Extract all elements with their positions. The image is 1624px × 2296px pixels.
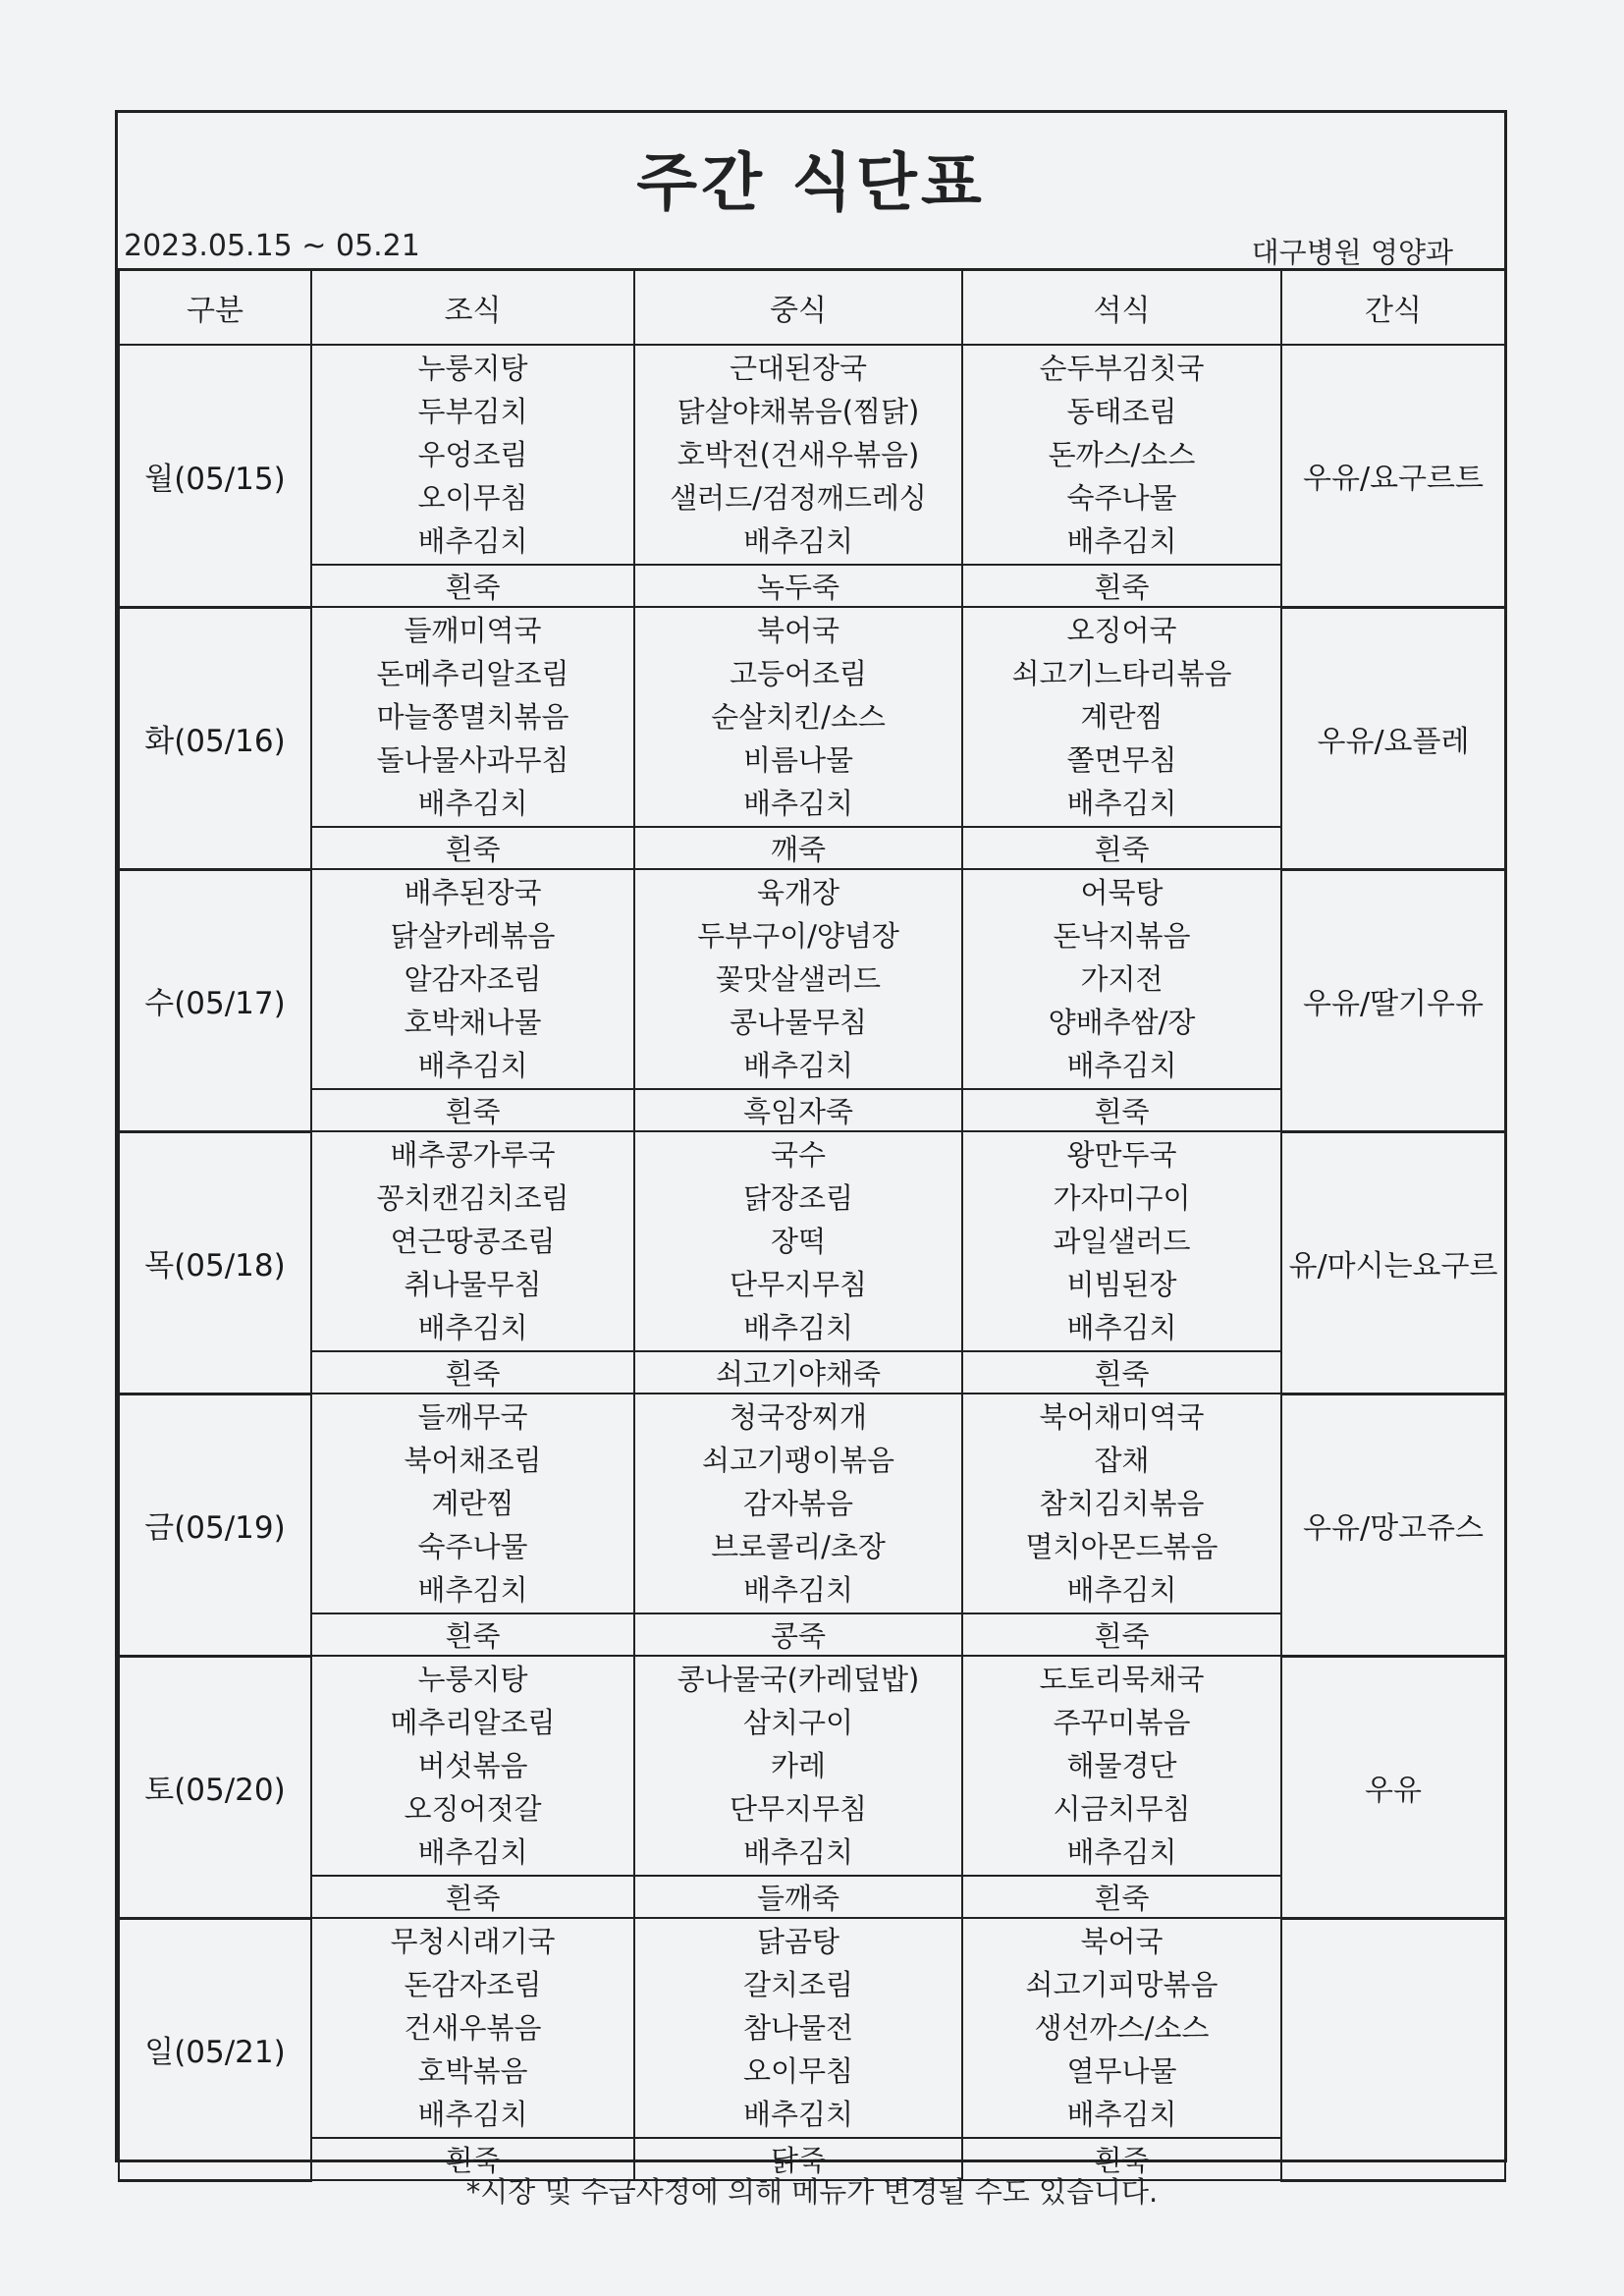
menu-item: 배추김치 — [417, 787, 528, 820]
menu-item: 배추김치 — [1066, 1049, 1177, 1082]
breakfast-menu — [311, 607, 634, 827]
menu-item: 참치김치볶음 — [1039, 1487, 1205, 1520]
menu-item: 주꾸미볶음 — [1053, 1706, 1191, 1739]
menu-item: 배추김치 — [1066, 2098, 1177, 2131]
menu-item: 돈메추리알조림 — [376, 657, 569, 690]
menu-item: 배추김치 — [417, 2098, 528, 2131]
menu-item: 배추김치 — [1066, 1835, 1177, 1869]
menu-item: 해물경단 — [1066, 1749, 1177, 1782]
dinner-menu — [962, 607, 1281, 827]
dinner-porridge: 흰죽 — [962, 1613, 1281, 1656]
header-category: 구분 — [119, 270, 311, 346]
lunch-menu — [634, 345, 962, 565]
menu-item: 오징어젓갈 — [404, 1792, 542, 1826]
menu-item: 양배추쌈/장 — [1048, 1006, 1196, 1039]
lunch-porridge: 흑임자죽 — [634, 1089, 962, 1131]
lunch-menu — [634, 1394, 962, 1613]
menu-item: 국수 — [770, 1138, 827, 1172]
breakfast-porridge: 흰죽 — [311, 827, 634, 869]
menu-item: 메추리알조림 — [390, 1706, 556, 1739]
menu-item: 호박전(건새우볶음) — [677, 438, 920, 471]
menu-item: 열무나물 — [1066, 2054, 1177, 2088]
menu-item: 쫄면무침 — [1066, 743, 1177, 777]
menu-item: 순살치킨/소스 — [711, 700, 886, 734]
menu-item: 배추김치 — [417, 1573, 528, 1607]
footnote: *시장 및 수급사정에 의해 메뉴가 변경될 수도 있습니다. — [465, 2175, 1159, 2209]
menu-item: 어묵탕 — [1080, 876, 1164, 909]
menu-item: 배추김치 — [417, 524, 528, 558]
dinner-porridge: 흰죽 — [962, 565, 1281, 607]
lunch-porridge: 콩죽 — [634, 1613, 962, 1656]
day-row — [119, 1656, 1505, 1876]
menu-item: 감자볶음 — [742, 1487, 854, 1520]
page-title: 주간 식단표 — [636, 147, 986, 220]
menu-item: 참나물전 — [742, 2011, 854, 2045]
day-row — [119, 1131, 1505, 1351]
lunch-porridge: 깨죽 — [634, 827, 962, 869]
menu-item: 돈감자조림 — [404, 1968, 542, 2001]
snack-menu: 우유/망고쥬스 — [1281, 1394, 1505, 1656]
menu-item: 오이무침 — [417, 481, 528, 515]
menu-item: 들깨미역국 — [404, 614, 542, 647]
header-row — [119, 270, 1505, 346]
menu-item: 누룽지탕 — [417, 1663, 528, 1696]
menu-item: 장떡 — [770, 1225, 827, 1258]
lunch-porridge: 녹두죽 — [634, 565, 962, 607]
dinner-porridge: 흰죽 — [962, 827, 1281, 869]
menu-item: 계란찜 — [431, 1487, 514, 1520]
menu-item: 청국장찌개 — [729, 1400, 868, 1434]
dinner-menu — [962, 1656, 1281, 1876]
dinner-menu — [962, 869, 1281, 1089]
dinner-menu — [962, 1918, 1281, 2138]
dinner-porridge: 흰죽 — [962, 1876, 1281, 1918]
menu-item: 브로콜리/초장 — [711, 1530, 886, 1563]
breakfast-porridge: 흰죽 — [311, 1876, 634, 1918]
menu-item: 배추김치 — [742, 2098, 854, 2131]
header-lunch: 중식 — [634, 270, 962, 346]
menu-item: 북어채조림 — [404, 1444, 542, 1477]
menu-item: 콩나물무침 — [729, 1006, 868, 1039]
lunch-menu — [634, 869, 962, 1089]
breakfast-menu — [311, 1131, 634, 1351]
menu-item: 가자미구이 — [1053, 1181, 1191, 1215]
menu-item: 생선까스/소스 — [1034, 2011, 1210, 2045]
menu-item: 가지전 — [1080, 962, 1164, 996]
menu-item: 갈치조림 — [742, 1968, 854, 2001]
menu-item: 돌나물사과무침 — [376, 743, 569, 777]
lunch-porridge: 쇠고기야채죽 — [634, 1351, 962, 1394]
snack-menu: 우유 — [1281, 1656, 1505, 1918]
day-label: 화(05/16) — [119, 607, 311, 869]
menu-item: 배추김치 — [742, 1049, 854, 1082]
menu-item: 순두부김칫국 — [1039, 352, 1205, 385]
menu-item: 근대된장국 — [729, 352, 868, 385]
menu-item: 고등어조림 — [729, 657, 868, 690]
menu-item: 건새우볶음 — [404, 2011, 542, 2045]
menu-item: 단무지무침 — [729, 1268, 868, 1301]
day-label: 금(05/19) — [119, 1394, 311, 1656]
dinner-porridge: 흰죽 — [962, 1089, 1281, 1131]
menu-sheet — [115, 110, 1507, 2177]
menu-item: 호박볶음 — [417, 2054, 528, 2088]
menu-item: 꽃맛살샐러드 — [715, 962, 882, 996]
breakfast-menu — [311, 345, 634, 565]
organization-name: 대구병원 영양과 — [1251, 236, 1453, 269]
snack-menu — [1281, 1918, 1505, 2180]
menu-item: 숙주나물 — [417, 1530, 528, 1563]
menu-item: 들깨무국 — [417, 1400, 528, 1434]
lunch-porridge: 닭죽 — [634, 2138, 962, 2180]
menu-item: 배추김치 — [742, 1573, 854, 1607]
menu-item: 배추김치 — [1066, 1573, 1177, 1607]
breakfast-porridge: 흰죽 — [311, 1351, 634, 1394]
menu-item: 배추김치 — [742, 1835, 854, 1869]
menu-item: 닭곰탕 — [756, 1925, 840, 1958]
menu-item: 비빔된장 — [1066, 1268, 1177, 1301]
breakfast-menu — [311, 869, 634, 1089]
menu-item: 배추김치 — [742, 787, 854, 820]
menu-item: 샐러드/검정깨드레싱 — [670, 481, 927, 515]
menu-item: 배추김치 — [417, 1835, 528, 1869]
menu-item: 돈낙지볶음 — [1053, 919, 1191, 953]
menu-item: 계란찜 — [1080, 700, 1164, 734]
menu-item: 배추콩가루국 — [390, 1138, 556, 1172]
menu-item: 쇠고기팽이볶음 — [701, 1444, 895, 1477]
date-range: 2023.05.15 ~ 05.21 — [124, 229, 420, 263]
menu-item: 동태조림 — [1066, 395, 1177, 428]
day-row — [119, 607, 1505, 827]
lunch-menu — [634, 1131, 962, 1351]
menu-item: 도토리묵채국 — [1039, 1663, 1205, 1696]
menu-item: 누룽지탕 — [417, 352, 528, 385]
day-label: 일(05/21) — [119, 1918, 311, 2180]
menu-item: 북어국 — [756, 614, 840, 647]
menu-item: 알감자조림 — [404, 962, 542, 996]
day-label: 토(05/20) — [119, 1656, 311, 1918]
menu-item: 콩나물국(카레덮밥) — [677, 1663, 920, 1696]
menu-item: 연근땅콩조림 — [390, 1225, 556, 1258]
menu-item: 무청시래기국 — [390, 1925, 556, 1958]
menu-item: 북어국 — [1080, 1925, 1164, 1958]
header-snack: 간식 — [1281, 270, 1505, 346]
menu-item: 배추김치 — [417, 1311, 528, 1344]
menu-item: 돈까스/소스 — [1048, 438, 1196, 471]
menu-item: 닭살카레볶음 — [390, 919, 556, 953]
menu-item: 오이무침 — [742, 2054, 854, 2088]
menu-item: 왕만두국 — [1066, 1138, 1177, 1172]
day-label: 목(05/18) — [119, 1131, 311, 1394]
menu-item: 버섯볶음 — [417, 1749, 528, 1782]
day-label: 월(05/15) — [119, 345, 311, 607]
menu-item: 비름나물 — [742, 743, 854, 777]
breakfast-porridge: 흰죽 — [311, 1089, 634, 1131]
menu-item: 삼치구이 — [742, 1706, 854, 1739]
snack-menu: 우유/요구르트 — [1281, 345, 1505, 607]
menu-item: 북어채미역국 — [1039, 1400, 1205, 1434]
lunch-menu — [634, 1918, 962, 2138]
dinner-menu — [962, 345, 1281, 565]
snack-menu: 우유/딸기우유 — [1281, 869, 1505, 1131]
lunch-menu — [634, 607, 962, 827]
menu-body — [119, 345, 1505, 2180]
breakfast-menu — [311, 1394, 634, 1613]
menu-item: 배추김치 — [742, 524, 854, 558]
day-row — [119, 869, 1505, 1089]
menu-item: 멸치아몬드볶음 — [1025, 1530, 1218, 1563]
menu-item: 닭장조림 — [742, 1181, 854, 1215]
menu-item: 육개장 — [756, 876, 840, 909]
menu-item: 과일샐러드 — [1053, 1225, 1191, 1258]
menu-item: 오징어국 — [1066, 614, 1177, 647]
menu-item: 취나물무침 — [404, 1268, 542, 1301]
menu-item: 시금치무침 — [1053, 1792, 1191, 1826]
menu-item: 숙주나물 — [1066, 481, 1177, 515]
day-row — [119, 1918, 1505, 2138]
menu-item: 두부김치 — [417, 395, 528, 428]
menu-item: 꽁치캔김치조림 — [376, 1181, 569, 1215]
day-label: 수(05/17) — [119, 869, 311, 1131]
menu-item: 호박채나물 — [404, 1006, 542, 1039]
menu-item: 마늘쫑멸치볶음 — [376, 700, 569, 734]
lunch-porridge: 들깨죽 — [634, 1876, 962, 1918]
dinner-porridge: 흰죽 — [962, 1351, 1281, 1394]
day-row — [119, 345, 1505, 565]
menu-item: 우엉조림 — [417, 438, 528, 471]
menu-item: 배추김치 — [417, 1049, 528, 1082]
menu-item: 배추김치 — [742, 1311, 854, 1344]
menu-item: 두부구이/양념장 — [697, 919, 899, 953]
dinner-menu — [962, 1131, 1281, 1351]
header-breakfast: 조식 — [311, 270, 634, 346]
breakfast-porridge: 흰죽 — [311, 565, 634, 607]
dinner-menu — [962, 1394, 1281, 1613]
menu-item: 배추된장국 — [404, 876, 542, 909]
snack-menu: 유/마시는요구르 — [1281, 1131, 1505, 1394]
menu-item: 카레 — [770, 1749, 827, 1782]
menu-item: 쇠고기느타리볶음 — [1011, 657, 1232, 690]
menu-item: 배추김치 — [1066, 524, 1177, 558]
menu-item: 잡채 — [1094, 1444, 1150, 1477]
weekly-menu-table — [118, 268, 1506, 2182]
lunch-menu — [634, 1656, 962, 1876]
breakfast-menu — [311, 1918, 634, 2138]
menu-item: 배추김치 — [1066, 787, 1177, 820]
breakfast-porridge: 흰죽 — [311, 2138, 634, 2180]
menu-item: 배추김치 — [1066, 1311, 1177, 1344]
breakfast-menu — [311, 1656, 634, 1876]
menu-item: 단무지무침 — [729, 1792, 868, 1826]
day-row — [119, 1394, 1505, 1613]
menu-item: 닭살야채볶음(찜닭) — [677, 395, 920, 428]
header-dinner: 석식 — [962, 270, 1281, 346]
snack-menu: 우유/요플레 — [1281, 607, 1505, 869]
dinner-porridge: 흰죽 — [962, 2138, 1281, 2180]
breakfast-porridge: 흰죽 — [311, 1613, 634, 1656]
menu-item: 쇠고기피망볶음 — [1025, 1968, 1218, 2001]
